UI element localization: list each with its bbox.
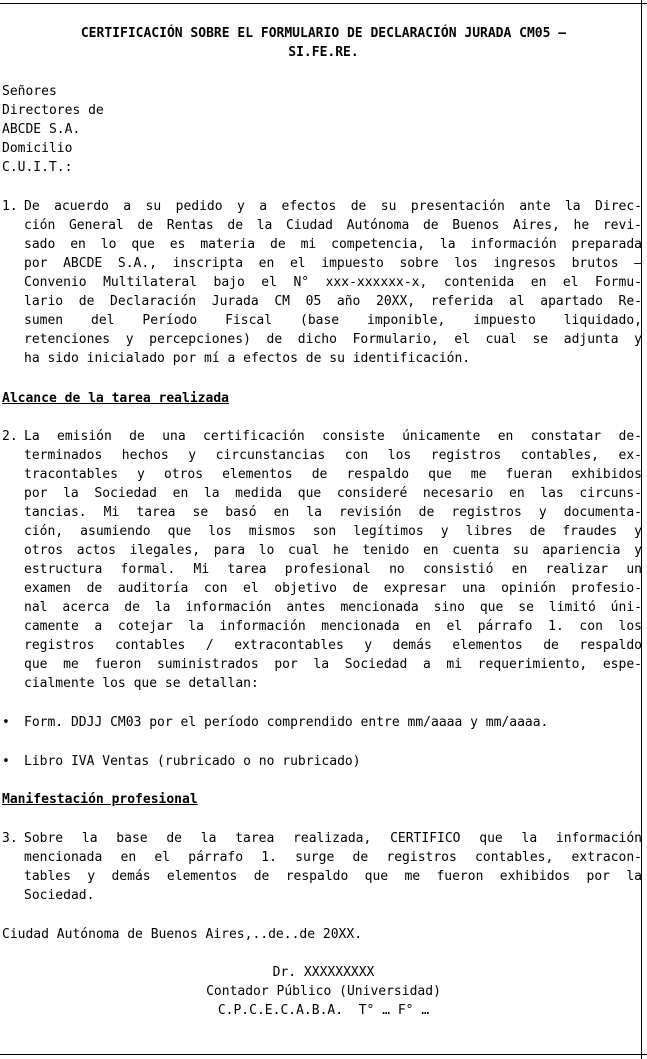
bullet-item: Libro IVA Ventas (rubricado o no rubricado) [24, 754, 361, 769]
paragraph-line: lario de Declaración Jurada CM 05 año 20XX, referida al apartado Re- [24, 294, 642, 309]
bullet-item: Form. DDJJ CM03 por el período comprendido entre mm/aaaa y mm/aaaa. [24, 715, 549, 730]
paragraph-line: camente a cotejar la información mencionada en el párrafo 1. con los [24, 619, 642, 634]
bottom-rule [0, 1054, 647, 1055]
bullet-icon: • [2, 715, 10, 730]
paragraph-line: Sociedad. [24, 888, 95, 903]
address-line: C.U.I.T.: [2, 160, 73, 175]
paragraph-line: registros contables / extracontables y demás elementos de respaldo [24, 638, 642, 653]
paragraph-line: examen de auditoría con el objetivo de expresar una opinión profesio- [24, 581, 642, 596]
paragraph-line: tables y demás elementos de respaldo que me fueron exhibidos por la [24, 869, 642, 884]
paragraph-line: otros actos ilegales, para lo cual he tenido en cuenta su apariencia y [24, 543, 642, 558]
address-line: ABCDE S.A. [2, 122, 81, 137]
paragraph-number: 1. [2, 199, 18, 214]
paragraph-number: 3. [2, 831, 18, 846]
paragraph-line: que me fueron suministrados por la Sociedad a mi requerimiento, espe- [24, 657, 642, 672]
paragraph-line: retenciones y percepciones) de dicho Formulario, el cual se adjunta y [24, 332, 642, 347]
paragraph-line: ción General de Rentas de la Ciudad Autónoma de Buenos Aires, he revi- [24, 218, 642, 233]
address-line: Señores [2, 84, 57, 99]
bullet-icon: • [2, 754, 10, 769]
address-line: Domicilio [2, 141, 73, 156]
signature-name: Dr. XXXXXXXXX [272, 965, 375, 980]
paragraph-line: sumen del Período Fiscal (base imponible, impuesto liquidado, [24, 313, 642, 328]
signature-title: Contador Público (Universidad) [206, 984, 441, 999]
paragraph-line: cialmente los que se detallan: [24, 676, 259, 691]
place-date: Ciudad Autónoma de Buenos Aires,..de..de 20XX. [2, 927, 363, 942]
paragraph-line: Sobre la base de la tarea realizada, CERTIFICO que la información [24, 831, 642, 846]
section-heading-scope: Alcance de la tarea realizada [2, 391, 229, 406]
paragraph-line: De acuerdo a su pedido y a efectos de su presentación ante la Direc- [24, 199, 642, 214]
paragraph-line: por la Sociedad en la medida que consideré necesario en las circuns- [24, 486, 642, 501]
signature-registration: C.P.C.E.C.A.B.A. T° … F° … [217, 1003, 430, 1018]
section-heading-opinion: Manifestación profesional [2, 792, 198, 807]
title-line-1: CERTIFICACIÓN SOBRE EL FORMULARIO DE DECLARACIÓN JURADA CM05 – [80, 26, 567, 41]
paragraph-number: 2. [2, 429, 18, 444]
paragraph-line: Convenio Multilateral bajo el N° xxx-xxxxxx-x, contenida en el Formu- [24, 275, 642, 290]
top-rule [0, 3, 647, 4]
paragraph-line: estructura formal. Mi tarea profesional no consistió en realizar un [24, 562, 642, 577]
paragraph-line: nal acerca de la información antes mencionada sino que se limitó úni- [24, 600, 642, 615]
paragraph-line: por ABCDE S.A., inscripta en el impuesto sobre los ingresos brutos – [24, 256, 642, 271]
paragraph-line: sado en lo que es materia de mi competencia, la información preparada [24, 237, 642, 252]
paragraph-line: terminados hechos y circunstancias con los registros contables, ex- [24, 448, 642, 463]
paragraph-line: tancias. Mi tarea se basó en la revisión de registros y documenta- [24, 505, 642, 520]
title-line-2: SI.FE.RE. [288, 45, 359, 60]
paragraph-line: tracontables y otros elementos de respaldo que me fueran exhibidos [24, 467, 642, 482]
address-line: Directores de [2, 103, 104, 118]
paragraph-line: mencionada en el párrafo 1. surge de registros contables, extracon- [24, 850, 642, 865]
paragraph-line: ción, asumiendo que los mismos son legítimos y libres de fraudes y [24, 524, 642, 539]
paragraph-line: ha sido inicialado por mí a efectos de su identificación. [24, 351, 471, 366]
paragraph-line: La emisión de una certificación consiste únicamente en constatar de- [24, 429, 642, 444]
